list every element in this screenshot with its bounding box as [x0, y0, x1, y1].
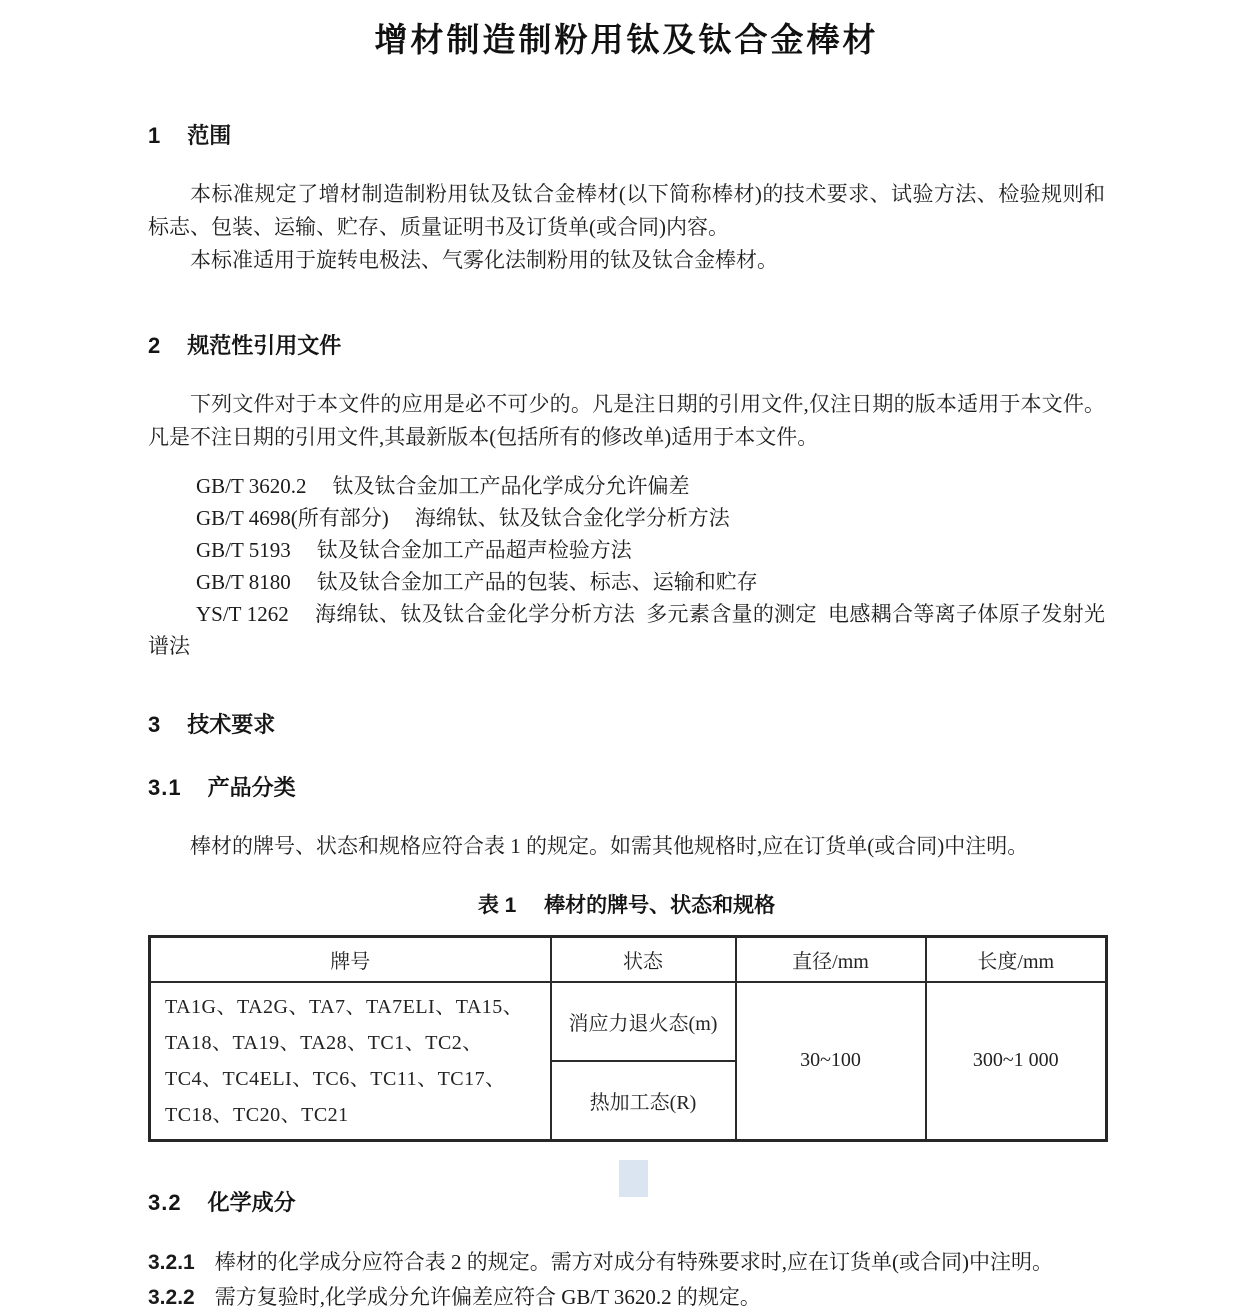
table1-grades-cell: TA1G、TA2G、TA7、TA7ELI、TA15、TA18、TA19、TA28、TC1、TC2、TC4、TC4ELI、TC6、TC11、TC17、TC18、TC20、TC21: [150, 982, 551, 1141]
section2-intro: 下列文件对于本文件的应用是必不可少的。凡是注日期的引用文件,仅注日期的版本适用于本文件。凡是不注日期的引用文件,其最新版本(包括所有的修改单)适用于本文件。: [148, 392, 1105, 449]
section31-paragraph: 棒材的牌号、状态和规格应符合表 1 的规定。如需其他规格时,应在订货单(或合同)中注明。: [190, 834, 1029, 858]
table1-caption-title: 棒材的牌号、状态和规格: [544, 894, 776, 917]
clause-321: [148, 1245, 1105, 1280]
table1-caption-label: 表 1: [477, 894, 517, 917]
page-content: [0, 14, 1240, 1315]
table1-header-grade: 牌号: [150, 937, 551, 982]
section32-number: 3.2: [148, 1189, 182, 1215]
table1-header-state: 状态: [551, 937, 736, 982]
section31-heading: [148, 771, 1105, 802]
reference-code: GB/T 4698(所有部分): [196, 506, 389, 530]
clause-322-text: 需方复验时,化学成分允许偏差应符合 GB/T 3620.2 的规定。: [214, 1284, 761, 1309]
reference-item-3: [148, 534, 1105, 566]
section2-number: 2: [148, 333, 162, 358]
section31-number: 3.1: [148, 775, 182, 800]
section1-number: 1: [148, 123, 162, 148]
page-title: 增材制造制粉用钛及钛合金棒材: [374, 21, 879, 58]
reference-code: YS/T 1262: [196, 602, 289, 626]
section31-heading-text: 产品分类: [207, 775, 296, 800]
table1-state-hotworked-cell: 热加工态(R): [551, 1061, 736, 1140]
table1-diameter-cell: 30~100: [736, 982, 926, 1141]
reference-title: 海绵钛、钛及钛合金化学分析方法 多元素含量的测定 电感耦合等离子体原子发射光谱法: [148, 602, 1105, 658]
section2-heading: [148, 329, 1105, 360]
section2-heading-text: 规范性引用文件: [187, 333, 342, 358]
reference-code: GB/T 5193: [196, 538, 291, 562]
reference-title: 钛及钛合金加工产品超声检验方法: [316, 538, 632, 562]
reference-code: GB/T 8180: [196, 570, 291, 594]
reference-item-2: [148, 502, 1105, 534]
reference-item-1: [148, 470, 1105, 502]
clause-322: [148, 1280, 1105, 1315]
reference-title: 钛及钛合金加工产品化学成分允许偏差: [332, 474, 690, 498]
section1-heading-text: 范围: [187, 123, 232, 148]
section1-paragraph-2: 本标准适用于旋转电极法、气雾化法制粉用的钛及钛合金棒材。: [190, 248, 778, 272]
reference-code: GB/T 3620.2: [196, 474, 307, 498]
section1-heading: [148, 119, 1105, 150]
table1-header-row: [150, 937, 1107, 982]
document-page: [0, 14, 1240, 1309]
table1-length-cell: 300~1 000: [926, 982, 1107, 1141]
section32-heading-text: 化学成分: [207, 1189, 296, 1215]
reference-item-4: [148, 566, 1105, 598]
clause-321-number: 3.2.1: [148, 1250, 195, 1274]
section3-heading: [148, 708, 1105, 739]
section1-paragraph-1: 本标准规定了增材制造制粉用钛及钛合金棒材(以下简称棒材)的技术要求、试验方法、检验规则和标志、包装、运输、贮存、质量证明书及订货单(或合同)内容。: [148, 182, 1105, 239]
reference-title: 钛及钛合金加工产品的包装、标志、运输和贮存: [316, 570, 758, 594]
clause-321-text: 棒材的化学成分应符合表 2 的规定。需方对成分有特殊要求时,应在订货单(或合同)中注明。: [214, 1249, 1053, 1274]
table1: [148, 935, 1108, 1142]
table1-state-annealed-cell: 消应力退火态(m): [551, 982, 736, 1061]
table1-caption: [148, 889, 1105, 919]
section32-heading: [148, 1186, 1105, 1217]
section3-heading-text: 技术要求: [187, 712, 276, 737]
table1-header-length: 长度/mm: [926, 937, 1107, 982]
clause-322-number: 3.2.2: [148, 1285, 195, 1309]
normative-references-list: [148, 470, 1105, 662]
reference-item-5: [148, 598, 1105, 662]
table1-row-1: [150, 982, 1107, 1061]
table1-header-diameter: 直径/mm: [736, 937, 926, 982]
section3-number: 3: [148, 712, 162, 737]
reference-title: 海绵钛、钛及钛合金化学分析方法: [414, 506, 730, 530]
